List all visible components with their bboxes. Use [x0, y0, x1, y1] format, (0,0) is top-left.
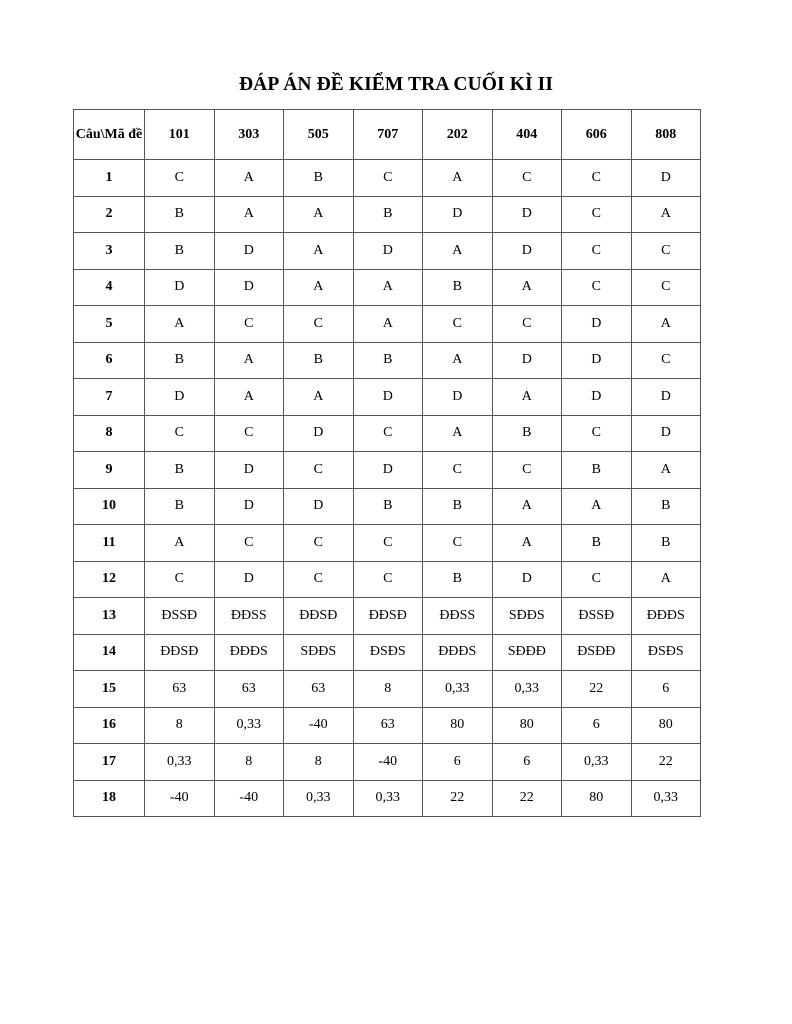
answer-cell: 80 [492, 707, 562, 744]
answer-cell: A [214, 379, 284, 416]
question-number-cell: 10 [74, 488, 145, 525]
answer-cell: D [492, 561, 562, 598]
answer-cell: D [284, 488, 354, 525]
table-row [74, 488, 701, 525]
answer-cell: C [562, 561, 632, 598]
table-header-row [74, 110, 701, 160]
answer-cell: A [492, 525, 562, 562]
answer-cell: C [562, 233, 632, 270]
answer-cell: 22 [492, 780, 562, 817]
answer-cell: -40 [284, 707, 354, 744]
answer-cell: D [145, 379, 215, 416]
answer-cell: -40 [145, 780, 215, 817]
answer-cell: ĐSSĐ [562, 598, 632, 635]
answer-cell: C [353, 160, 423, 197]
answer-cell: C [284, 306, 354, 343]
answer-cell: A [631, 561, 701, 598]
answer-cell: B [284, 342, 354, 379]
answer-cell: C [284, 525, 354, 562]
answer-cell: -40 [353, 744, 423, 781]
question-number-cell: 18 [74, 780, 145, 817]
answer-cell: B [492, 415, 562, 452]
header-code-cell: 606 [562, 110, 632, 160]
answer-cell: C [631, 342, 701, 379]
answer-cell: 63 [214, 671, 284, 708]
answer-cell: A [284, 269, 354, 306]
answer-cell: A [284, 196, 354, 233]
answer-cell: B [423, 561, 493, 598]
answer-cell: D [562, 342, 632, 379]
answer-cell: 0,33 [145, 744, 215, 781]
table-row [74, 780, 701, 817]
answer-cell: 63 [145, 671, 215, 708]
answer-cell: B [284, 160, 354, 197]
answer-cell: D [214, 269, 284, 306]
answer-cell: B [145, 342, 215, 379]
answer-cell: ĐĐSĐ [145, 634, 215, 671]
answer-cell: 8 [284, 744, 354, 781]
answer-cell: A [423, 342, 493, 379]
answer-cell: A [284, 379, 354, 416]
page-title: ĐÁP ÁN ĐỀ KIỂM TRA CUỐI KÌ II [238, 74, 554, 95]
answer-cell: SĐĐS [284, 634, 354, 671]
answer-cell: SĐĐS [492, 598, 562, 635]
answer-cell: ĐĐSS [214, 598, 284, 635]
answer-key-table [73, 109, 701, 817]
answer-cell: A [631, 196, 701, 233]
answer-cell: A [353, 306, 423, 343]
question-number-cell: 4 [74, 269, 145, 306]
answer-cell: C [631, 233, 701, 270]
table-row [74, 561, 701, 598]
answer-cell: ĐĐĐS [631, 598, 701, 635]
answer-cell: 8 [145, 707, 215, 744]
answer-cell: B [353, 196, 423, 233]
answer-cell: 22 [423, 780, 493, 817]
answer-cell: 0,33 [631, 780, 701, 817]
header-code-cell: 202 [423, 110, 493, 160]
answer-cell: A [214, 196, 284, 233]
answer-cell: A [214, 160, 284, 197]
answer-cell: D [353, 452, 423, 489]
answer-cell: 22 [562, 671, 632, 708]
answer-cell: D [492, 342, 562, 379]
answer-cell: C [562, 415, 632, 452]
answer-cell: D [214, 452, 284, 489]
answer-cell: B [562, 525, 632, 562]
answer-cell: C [214, 415, 284, 452]
answer-cell: 6 [631, 671, 701, 708]
answer-cell: ĐĐSĐ [284, 598, 354, 635]
answer-cell: SĐĐĐ [492, 634, 562, 671]
answer-cell: D [284, 415, 354, 452]
answer-cell: C [423, 452, 493, 489]
answer-cell: D [492, 196, 562, 233]
table-row [74, 379, 701, 416]
answer-cell: C [284, 561, 354, 598]
header-corner-cell: Câu\Mã đề [74, 110, 145, 160]
answer-cell: ĐĐĐS [214, 634, 284, 671]
answer-cell: B [145, 488, 215, 525]
answer-cell: B [423, 488, 493, 525]
answer-cell: D [631, 160, 701, 197]
answer-cell: 8 [353, 671, 423, 708]
answer-cell: 80 [631, 707, 701, 744]
question-number-cell: 9 [74, 452, 145, 489]
answer-cell: ĐĐSĐ [353, 598, 423, 635]
question-number-cell: 8 [74, 415, 145, 452]
answer-cell: 63 [284, 671, 354, 708]
answer-cell: C [214, 525, 284, 562]
answer-cell: 80 [562, 780, 632, 817]
answer-cell: B [423, 269, 493, 306]
answer-cell: C [353, 415, 423, 452]
answer-cell: D [423, 196, 493, 233]
answer-cell: 80 [423, 707, 493, 744]
answer-cell: ĐSĐS [631, 634, 701, 671]
table-row [74, 598, 701, 635]
answer-cell: A [145, 525, 215, 562]
question-number-cell: 12 [74, 561, 145, 598]
question-number-cell: 1 [74, 160, 145, 197]
question-number-cell: 5 [74, 306, 145, 343]
answer-cell: D [492, 233, 562, 270]
table-row [74, 196, 701, 233]
answer-cell: 0,33 [492, 671, 562, 708]
header-code-cell: 404 [492, 110, 562, 160]
answer-cell: C [423, 525, 493, 562]
table-row [74, 233, 701, 270]
answer-cell: D [631, 415, 701, 452]
answer-cell: D [631, 379, 701, 416]
table-row [74, 634, 701, 671]
answer-cell: C [631, 269, 701, 306]
answer-cell: A [423, 160, 493, 197]
answer-cell: 8 [214, 744, 284, 781]
answer-cell: B [562, 452, 632, 489]
answer-cell: 0,33 [353, 780, 423, 817]
answer-cell: B [631, 488, 701, 525]
header-code-cell: 505 [284, 110, 354, 160]
header-code-cell: 707 [353, 110, 423, 160]
answer-cell: D [214, 488, 284, 525]
header-code-cell: 303 [214, 110, 284, 160]
answer-cell: C [145, 415, 215, 452]
answer-cell: A [284, 233, 354, 270]
answer-cell: 63 [353, 707, 423, 744]
table-row [74, 707, 701, 744]
question-number-cell: 15 [74, 671, 145, 708]
answer-cell: B [353, 342, 423, 379]
table-row [74, 671, 701, 708]
question-number-cell: 13 [74, 598, 145, 635]
answer-cell: 0,33 [284, 780, 354, 817]
answer-cell: D [214, 233, 284, 270]
answer-cell: 22 [631, 744, 701, 781]
answer-cell: A [423, 415, 493, 452]
answer-cell: C [353, 561, 423, 598]
answer-cell: D [562, 306, 632, 343]
table-row [74, 269, 701, 306]
answer-cell: C [145, 160, 215, 197]
answer-cell: C [492, 306, 562, 343]
answer-cell: C [423, 306, 493, 343]
answer-cell: A [492, 488, 562, 525]
answer-cell: D [214, 561, 284, 598]
answer-cell: A [562, 488, 632, 525]
answer-cell: D [353, 233, 423, 270]
answer-cell: A [353, 269, 423, 306]
answer-cell: 6 [562, 707, 632, 744]
header-code-cell: 101 [145, 110, 215, 160]
table-body [74, 160, 701, 817]
answer-cell: D [423, 379, 493, 416]
table-row [74, 744, 701, 781]
answer-cell: ĐSSĐ [145, 598, 215, 635]
question-number-cell: 14 [74, 634, 145, 671]
answer-cell: B [145, 452, 215, 489]
table-row [74, 525, 701, 562]
answer-cell: C [145, 561, 215, 598]
answer-cell: 6 [492, 744, 562, 781]
answer-cell: C [562, 269, 632, 306]
answer-cell: A [631, 452, 701, 489]
answer-cell: A [492, 269, 562, 306]
answer-cell: B [353, 488, 423, 525]
answer-cell: C [492, 160, 562, 197]
question-number-cell: 16 [74, 707, 145, 744]
answer-cell: D [145, 269, 215, 306]
question-number-cell: 17 [74, 744, 145, 781]
question-number-cell: 6 [74, 342, 145, 379]
table-row [74, 342, 701, 379]
answer-cell: A [145, 306, 215, 343]
answer-cell: A [631, 306, 701, 343]
answer-cell: ĐSĐĐ [562, 634, 632, 671]
table-row [74, 415, 701, 452]
header-code-cell: 808 [631, 110, 701, 160]
answer-cell: D [562, 379, 632, 416]
answer-cell: -40 [214, 780, 284, 817]
answer-cell: C [284, 452, 354, 489]
table-row [74, 306, 701, 343]
table-row [74, 452, 701, 489]
answer-cell: ĐĐSS [423, 598, 493, 635]
answer-cell: ĐSĐS [353, 634, 423, 671]
answer-cell: C [353, 525, 423, 562]
answer-cell: B [145, 233, 215, 270]
answer-cell: A [492, 379, 562, 416]
answer-cell: C [562, 160, 632, 197]
question-number-cell: 3 [74, 233, 145, 270]
answer-cell: 6 [423, 744, 493, 781]
answer-cell: C [492, 452, 562, 489]
answer-cell: 0,33 [562, 744, 632, 781]
answer-cell: B [631, 525, 701, 562]
answer-cell: ĐĐĐS [423, 634, 493, 671]
question-number-cell: 11 [74, 525, 145, 562]
answer-cell: A [423, 233, 493, 270]
answer-cell: A [214, 342, 284, 379]
table-row [74, 160, 701, 197]
answer-cell: B [145, 196, 215, 233]
answer-cell: C [562, 196, 632, 233]
question-number-cell: 2 [74, 196, 145, 233]
answer-cell: C [214, 306, 284, 343]
answer-cell: 0,33 [214, 707, 284, 744]
answer-cell: D [353, 379, 423, 416]
question-number-cell: 7 [74, 379, 145, 416]
answer-cell: 0,33 [423, 671, 493, 708]
